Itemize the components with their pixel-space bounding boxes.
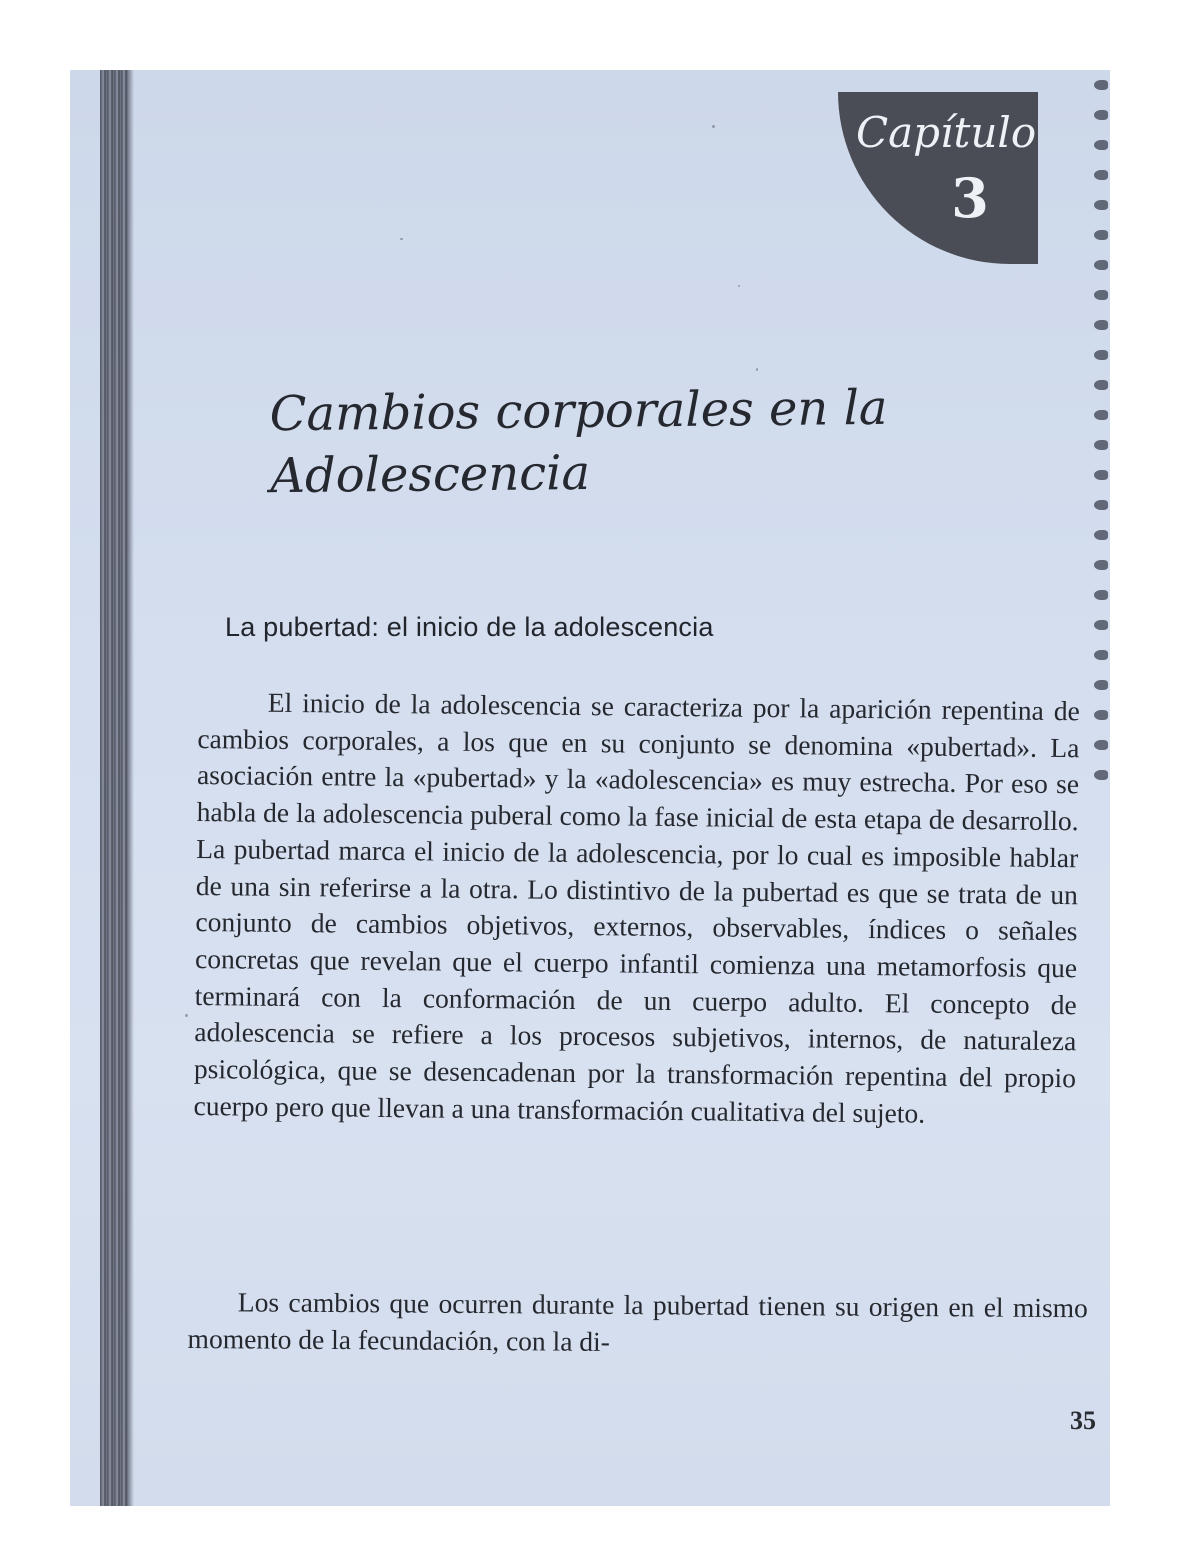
spiral-binding	[1088, 70, 1110, 1506]
spiral-ring	[1094, 770, 1108, 780]
spiral-ring	[1094, 110, 1108, 120]
spiral-ring	[1094, 290, 1108, 300]
spiral-ring	[1094, 350, 1108, 360]
book-spine	[100, 70, 128, 1506]
chapter-title: Cambios corporales en la Adolescencia	[269, 379, 888, 505]
spiral-ring	[1094, 440, 1108, 450]
spiral-ring	[1094, 500, 1108, 510]
spiral-ring	[1094, 80, 1108, 90]
section-heading: La pubertad: el inicio de la adolescencia	[225, 612, 714, 642]
spiral-ring	[1094, 620, 1108, 630]
scan-speck	[185, 1014, 188, 1017]
scan-speck	[400, 238, 403, 240]
spiral-ring	[1094, 470, 1108, 480]
body-paragraph: Los cambios que ocurren durante la pubertad tienen su origen en el mismo momento de la fecundación, con la di-	[187, 1286, 1088, 1357]
scan-speck	[738, 285, 740, 287]
spiral-ring	[1094, 200, 1108, 210]
body-paragraph: El inicio de la adolescencia se caracteriza por la aparición repentina de cambios corporales, a los que en su conjunto se denomina «pubertad». La asociación entre la «pubertad» y la «adolescencia» es muy estrecha. Por eso se habla de la adolescencia puberal como la fase inicial de esta etapa de desarrollo. La pubertad marca el inicio de la adolescencia, por lo cual es imposible hablar de una sin referirse a la otra. Lo distintivo de la pubertad es que se trata de un conjunto de cambios objetivos, externos, observables, índices o señales concretas que revelan que el cuerpo infantil comienza una metamorfosis que terminará con la conformación de un cuerpo adulto. El concepto de adolescencia se refiere a los procesos subjetivos, internos, de naturaleza psicológica, que se desencadenan por la transformación repentina del propio cuerpo pero que llevan a una transformación cualitativa del sujeto.	[193, 686, 1080, 1129]
chapter-number: 3	[951, 166, 989, 230]
page-number: 35	[1070, 1406, 1096, 1435]
spiral-ring	[1094, 680, 1108, 690]
spiral-ring	[1094, 590, 1108, 600]
spiral-ring	[1094, 170, 1108, 180]
spiral-ring	[1094, 740, 1108, 750]
book-page	[70, 70, 1110, 1506]
spiral-ring	[1094, 260, 1108, 270]
spiral-ring	[1094, 650, 1108, 660]
spine-shadow	[128, 70, 134, 1506]
spiral-ring	[1094, 320, 1108, 330]
spiral-ring	[1094, 530, 1108, 540]
spiral-ring	[1094, 380, 1108, 390]
scan-speck	[712, 125, 715, 128]
spiral-ring	[1094, 410, 1108, 420]
scan-speck	[756, 368, 758, 371]
spiral-ring	[1094, 140, 1108, 150]
spiral-ring	[1094, 560, 1108, 570]
spiral-ring	[1094, 230, 1108, 240]
chapter-label: Capítulo	[856, 108, 1037, 157]
spiral-ring	[1094, 710, 1108, 720]
